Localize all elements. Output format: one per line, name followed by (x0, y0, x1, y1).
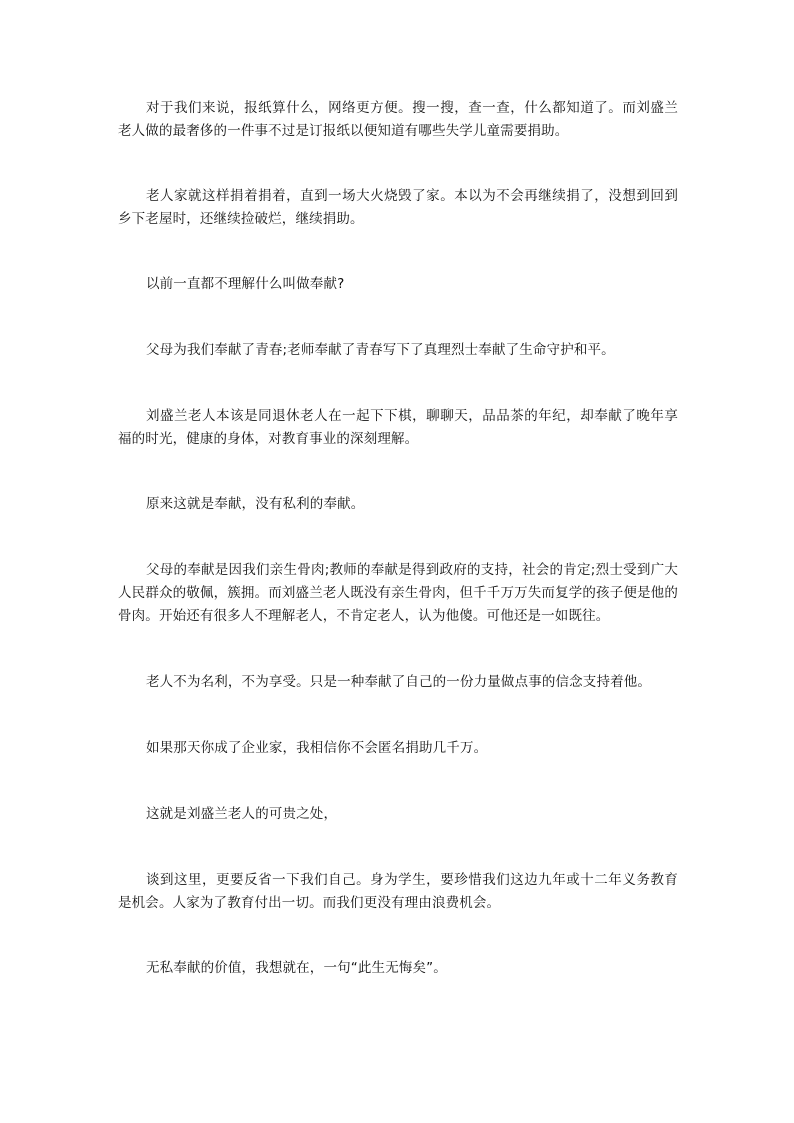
paragraph-entrepreneur: 如果那天你成了企业家，我相信你不会匿名捐助几千万。 (146, 740, 488, 756)
paragraph-question: 以前一直都不理解什么叫做奉献? (146, 276, 345, 292)
paragraph-reflection: 谈到这里，更要反省一下我们自己。身为学生，要珍惜我们这边九年或十二年义务教育是机会。人家为了教育付出一切。而我们更没有理由浪费机会。 (118, 872, 678, 911)
paragraph-belief: 老人不为名利，不为享受。只是一种奉献了自己的一份力量做点事的信念支持着他。 (146, 674, 652, 690)
paragraph-conclusion: 无私奉献的价值，我想就在，一句“此生无悔矣”。 (146, 960, 447, 976)
paragraph-selfless: 原来这就是奉献，没有私利的奉献。 (146, 496, 365, 512)
paragraph-comparison: 父母的奉献是因我们亲生骨肉;教师的奉献是得到政府的支持，社会的肯定;烈士受到广大人民群众的敬佩，簇拥。而刘盛兰老人既没有亲生骨肉，但千千万万失而复学的孩子便是他的骨肉。开始还有很多人不理解老人，不肯定老人，认为他傻。可他还是一如既往。 (118, 562, 678, 624)
paragraph-precious: 这就是刘盛兰老人的可贵之处， (146, 806, 338, 822)
paragraph-fire: 老人家就这样捐着捐着，直到一场大火烧毁了家。本以为不会再继续捐了，没想到回到乡下老屋时，还继续捡破烂，继续捐助。 (118, 188, 678, 227)
paragraph-retirement: 刘盛兰老人本该是同退休老人在一起下下棋，聊聊天，品品茶的年纪，却奉献了晚年享福的时光，健康的身体，对教育事业的深刻理解。 (118, 408, 678, 447)
paragraph-newspaper: 对于我们来说，报纸算什么，网络更方便。搜一搜，查一查，什么都知道了。而刘盛兰老人做的最奢侈的一件事不过是订报纸以便知道有哪些失学儿童需要捐助。 (118, 100, 678, 139)
paragraph-parents-teachers: 父母为我们奉献了青春;老师奉献了青春写下了真理烈士奉献了生命守护和平。 (146, 342, 615, 358)
